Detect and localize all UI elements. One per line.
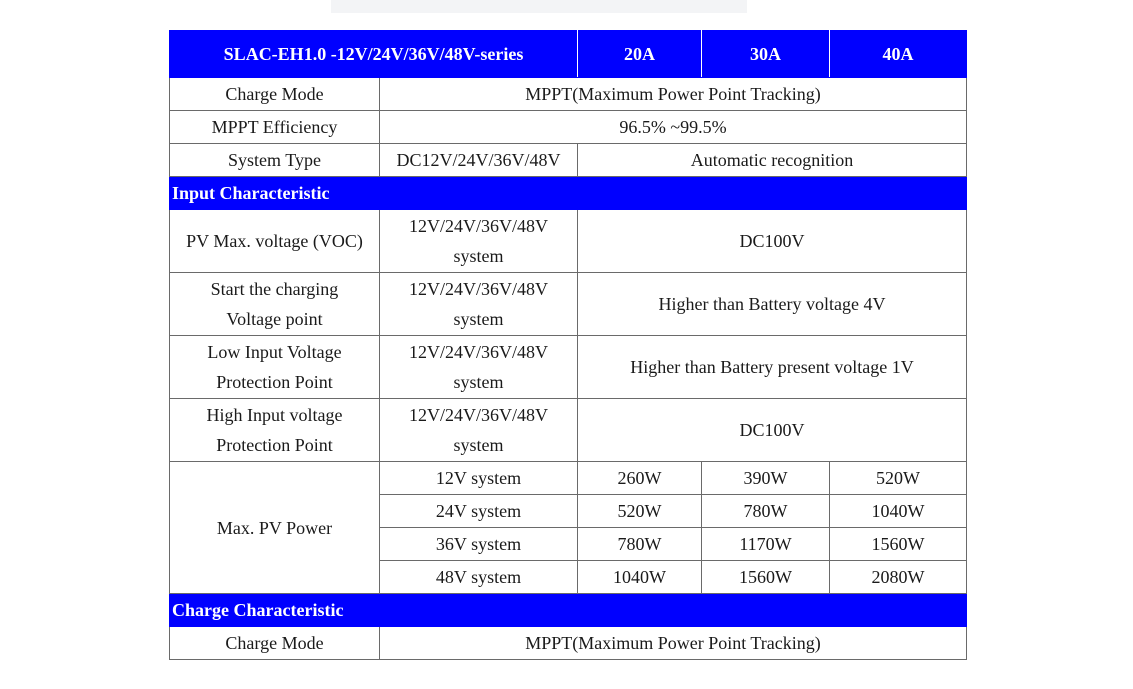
system-type-value: Automatic recognition <box>578 144 967 177</box>
high-input-row <box>170 399 967 462</box>
pv-power-20a: 1040W <box>578 561 702 594</box>
charge-mode-row <box>170 78 967 111</box>
col-40a-header: 40A <box>830 31 967 78</box>
start-charging-system: 12V/24V/36V/48V system <box>380 273 578 336</box>
low-input-value: Higher than Battery present voltage 1V <box>578 336 967 399</box>
low-input-label: Low Input Voltage Protection Point <box>170 336 380 399</box>
charge-mode-label: Charge Mode <box>170 78 380 111</box>
max-pv-power-label: Max. PV Power <box>170 462 380 594</box>
pv-power-40a: 1040W <box>830 495 967 528</box>
pv-power-20a: 260W <box>578 462 702 495</box>
input-section-title: Input Characteristic <box>170 177 967 210</box>
pv-max-voltage-row <box>170 210 967 273</box>
mppt-efficiency-label: MPPT Efficiency <box>170 111 380 144</box>
header-row <box>170 31 967 78</box>
pv-power-30a: 1560W <box>702 561 830 594</box>
max-pv-power-row <box>170 462 967 495</box>
high-input-system: 12V/24V/36V/48V system <box>380 399 578 462</box>
pv-max-voltage-label: PV Max. voltage (VOC) <box>170 210 380 273</box>
system-type-systems: DC12V/24V/36V/48V <box>380 144 578 177</box>
high-input-value: DC100V <box>578 399 967 462</box>
system-type-row <box>170 144 967 177</box>
charge-mode-row-2 <box>170 627 967 660</box>
start-charging-value: Higher than Battery voltage 4V <box>578 273 967 336</box>
start-charging-row <box>170 273 967 336</box>
charge-mode-value: MPPT(Maximum Power Point Tracking) <box>380 78 967 111</box>
low-input-row <box>170 336 967 399</box>
pv-power-system: 24V system <box>380 495 578 528</box>
start-charging-label: Start the charging Voltage point <box>170 273 380 336</box>
high-input-label: High Input voltage Protection Point <box>170 399 380 462</box>
pv-power-system: 48V system <box>380 561 578 594</box>
spec-table <box>169 30 967 660</box>
pv-power-system: 36V system <box>380 528 578 561</box>
pv-max-voltage-system: 12V/24V/36V/48V system <box>380 210 578 273</box>
system-type-label: System Type <box>170 144 380 177</box>
pv-power-30a: 1170W <box>702 528 830 561</box>
low-input-system: 12V/24V/36V/48V system <box>380 336 578 399</box>
mppt-efficiency-row <box>170 111 967 144</box>
col-30a-header: 30A <box>702 31 830 78</box>
pv-power-40a: 520W <box>830 462 967 495</box>
charge-section-row <box>170 594 967 627</box>
mppt-efficiency-value: 96.5% ~99.5% <box>380 111 967 144</box>
col-20a-header: 20A <box>578 31 702 78</box>
series-header: SLAC-EH1.0 -12V/24V/36V/48V-series <box>170 31 578 78</box>
pv-power-20a: 780W <box>578 528 702 561</box>
pv-power-system: 12V system <box>380 462 578 495</box>
pv-power-20a: 520W <box>578 495 702 528</box>
pv-power-40a: 2080W <box>830 561 967 594</box>
pv-power-30a: 390W <box>702 462 830 495</box>
pv-power-40a: 1560W <box>830 528 967 561</box>
top-scroll-bar <box>331 0 747 13</box>
pv-power-30a: 780W <box>702 495 830 528</box>
charge-mode-2-label: Charge Mode <box>170 627 380 660</box>
input-section-row <box>170 177 967 210</box>
charge-mode-2-value: MPPT(Maximum Power Point Tracking) <box>380 627 967 660</box>
charge-section-title: Charge Characteristic <box>170 594 967 627</box>
pv-max-voltage-value: DC100V <box>578 210 967 273</box>
